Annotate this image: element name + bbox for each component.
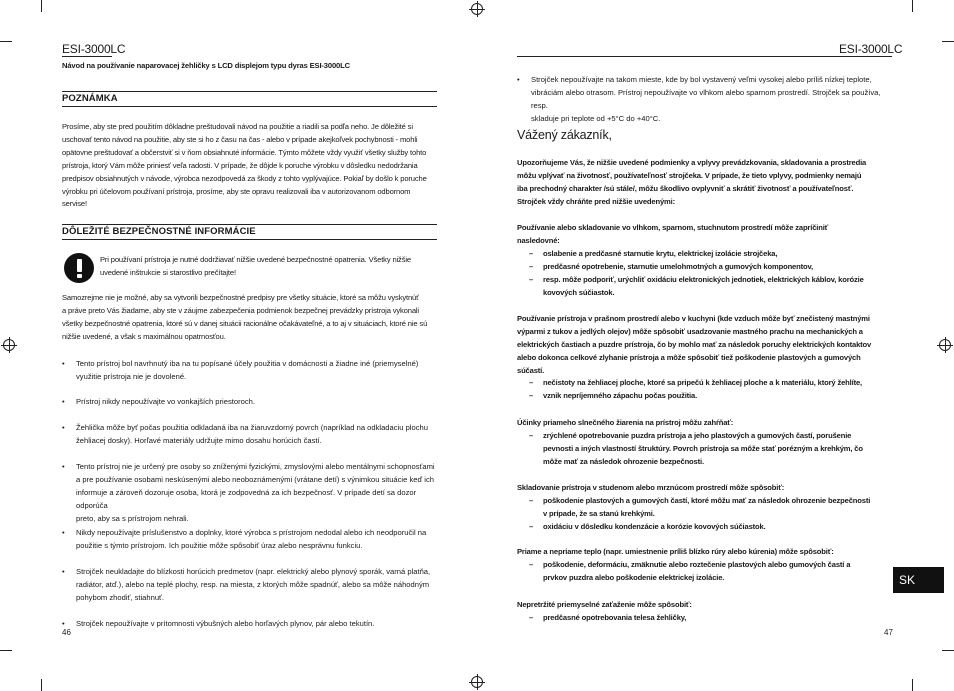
manual-subtitle: Návod na používanie naparovacej žehličky s LCD displejom typu dyras ESI-3000LC <box>62 61 350 70</box>
section-intro-line: elektrických častiach a puzdre prístroja, čo by mohlo mať za následok poruchy elektrických kontaktov <box>517 339 872 349</box>
bullet-icon: • <box>62 423 65 432</box>
crop-mark <box>912 0 913 12</box>
bullet-icon: • <box>62 528 65 537</box>
dash-icon: – <box>529 522 534 531</box>
note-line: výrobku pri účelovom používaní prístroja, prosíme, aby ste opravu realizovali iba v autorizovanom odbornom <box>62 186 411 196</box>
section-intro-line: Priame a nepriame teplo (napr. umiestnenie príliš blízko rúry alebo kúrenia) môže spôsobiť: <box>517 547 834 556</box>
registration-mark-icon <box>939 339 951 351</box>
section-intro-line: nasledovné: <box>517 235 560 245</box>
warning-line: uvedené inštrukcie si starostlivo prečítajte! <box>100 267 236 277</box>
load-intro <box>517 599 897 612</box>
warning-text <box>100 254 430 280</box>
section-intro-line: Nepretržité priemyselné zaťaženie môže spôsobiť: <box>517 600 692 609</box>
intro-line: a práve preto Vás žiadame, aby ste v záujme zabezpečenia podmienok bezpečnej prevádzky prístroja vykonali <box>62 305 419 315</box>
list-item-line: vznik nepríjemného zápachu počas použitia. <box>543 391 698 400</box>
heading-rule-top <box>62 224 437 225</box>
intro-line: všetky bezpečnostné opatrenia, ktoré sú v danej situácii racionálne očakávateľné, a to aj v situáciach, ktoré nie sú <box>62 318 428 328</box>
list-item-line: žehliacej dosky). Horľavé materiály udržujte mimo dosahu horúcich častí. <box>76 435 322 445</box>
bullet-icon: • <box>62 567 65 576</box>
heading-rule-bottom <box>62 106 437 107</box>
list-item-line: zrýchlené opotrebovanie puzdra prístroja a jeho plastových a gumových častí, porušenie <box>543 431 852 440</box>
attention-line: Strojček vždy chráňte pred nižšie uvedenými: <box>517 196 675 206</box>
crop-mark <box>942 41 954 42</box>
header-rule <box>62 56 112 57</box>
attention-paragraph <box>517 157 897 209</box>
warning-line: Pri používaní prístroja je nutné dodržiavať nižšie uvedené bezpečnostné opatrenia. Všetky nižšie <box>100 255 411 264</box>
intro-line: nižšie uvedené, a však s maximálnou opatrnosťou. <box>62 331 226 341</box>
section-intro-line: výparmi z tukov a jedlých olejov) môže spôsobiť usadzovanie mastného prachu na mechanických a <box>517 326 863 336</box>
dash-icon: – <box>529 496 534 505</box>
greeting: Vážený zákazník, <box>517 128 612 142</box>
note-line: predpisov obsiahnutých v návode, výrobca nezodpovedá za škody z tohto vyplývajúce. Pokiaľ by došlo k poruche <box>62 173 427 183</box>
bullet-icon: • <box>62 359 65 368</box>
list-item-line: kovových súčiastok. <box>543 287 615 297</box>
list-item-line: nečistoty na žehliacej ploche, ktoré sa pripečú k žehliacej ploche a k materiálu, ktorý žehlíte, <box>543 378 863 387</box>
note-heading: POZNÁMKA <box>62 93 118 104</box>
list-item-line: Strojček neukladajte do blízkosti horúcich predmetov (napr. elektrický alebo plynový sporák, varná platňa, <box>76 567 431 576</box>
list-item-line: oxidáciu v dôsledku kondenzácie a korózie kovových súčiastok. <box>543 522 766 531</box>
list-item-line: pohybom zhodiť, stiahnuť. <box>76 592 165 602</box>
page-number: 47 <box>884 628 893 637</box>
humid-intro <box>517 222 897 248</box>
note-line: prístroja, ktorý Vám môže priniesť veľa radosti. V prípade, že dôjde k poruche výrobku v dôsledku nedodržania <box>62 160 418 170</box>
dash-icon: – <box>529 249 534 258</box>
safety-heading: DÔLEŽITÉ BEZPEČNOSTNÉ INFORMÁCIE <box>62 226 256 237</box>
dash-icon: – <box>529 391 534 400</box>
attention-line: môžu vplývať na životnosť, používateľnosť strojčeka. V prípade, že tieto vplyvy, podmienky nemajú <box>517 170 862 180</box>
list-item-line: vibráciám alebo otrasom. Prístroj nepoužívajte vo vlhkom alebo sparnom prostredí. Strojček sa používa, resp. <box>531 87 881 110</box>
bullet-icon: • <box>517 75 520 84</box>
list-item-line: prvkov puzdra alebo poškodenie elektrickej izolácie. <box>543 572 725 582</box>
dash-icon: – <box>529 275 534 284</box>
attention-line: Upozorňujeme Vás, že nižšie uvedené podmienky a vplyvy prevádzkovania, skladovania a prostredia <box>517 158 867 167</box>
list-item-line: Strojček nepoužívajte v prítomnosti výbušných alebo horľavých plynov, pár alebo tekutín. <box>76 619 375 628</box>
heat-intro <box>517 546 897 559</box>
note-line: Prosíme, aby ste pred použitím dôkladne preštudovali návod na použitie a riadili sa podľa neho. Je dôležité si <box>62 122 413 131</box>
note-line: uschovať tento návod na použitie, aby ste si ho z času na čas - alebo v prípade akejkoľvek pochybnosti - mohli <box>62 134 418 144</box>
list-item-line: predčasné opotrebenie, starnutie umelohmotných a gumových komponentov, <box>543 262 813 271</box>
attention-line: iba prechodný charakter /sú stále/, môžu škodlivo ovplyvniť a skrátiť životnosť a používateľnosť. <box>517 183 854 193</box>
language-tab: SK <box>893 567 944 593</box>
list-item-line: Prístroj nikdy nepoužívajte vo vonkajších priestoroch. <box>76 397 255 406</box>
list-item-line: využitie prístroja nie je dovolené. <box>76 371 187 381</box>
section-intro-line: Účinky priameho slnečného žiarenia na prístroj môžu zahŕňať: <box>517 418 734 427</box>
list-item-line: preto, aby sa s prístrojom nehrali. <box>76 513 189 523</box>
heading-rule-bottom <box>62 239 437 240</box>
section-intro-line: Používanie alebo skladovanie vo vlhkom, sparnom, stuchnutom prostredí môže zapríčiniť <box>517 223 829 232</box>
header-rule <box>517 56 892 57</box>
intro-paragraph <box>62 292 442 344</box>
list-item-line: poškodenie plastových a gumových častí, ktoré môžu mať za následok ohrozenie bezpečnosti <box>543 496 871 505</box>
section-intro-line: súčastí. <box>517 365 545 375</box>
list-item-line: použitie s týmto prístrojom. Ich použitie môže spôsobiť úraz alebo nesprávnu funkciu. <box>76 540 363 550</box>
list-item-line: Strojček nepoužívajte na takom mieste, kde by bol vystavený veľmi vysokej alebo príliš nízkej teplote, <box>531 75 872 84</box>
list-item-line: informuje a zároveň dozoruje osoba, ktorá je zodpovedná za ich bezpečnosť. V prípade detí sa dozor odporúča <box>76 487 417 510</box>
list-item-line: pevnosti a iných vlastností štruktúry. Povrch prístroja sa môže stať porézným a krehkým, čo <box>543 443 863 453</box>
model-header: ESI-3000LC <box>839 42 903 56</box>
note-line: opätovne preštudovať a občerstviť si v ňom obsiahnuté informácie. Týmto môžete vždy využiť všetky služby tohto <box>62 147 427 157</box>
bullet-icon: • <box>62 397 65 406</box>
sun-intro <box>517 417 897 430</box>
list-item-line: Tento prístroj bol navrhnutý iba na tu popísané účely použitia v domácnosti a žiadne iné (priemyselné) <box>76 359 419 368</box>
dash-icon: – <box>529 613 534 622</box>
dash-icon: – <box>529 431 534 440</box>
model-header: ESI-3000LC <box>62 42 126 56</box>
list-item-line: oslabenie a predčasné starnutie krytu, elektrickej izolácie strojčeka, <box>543 249 778 258</box>
list-item-line: Nikdy nepoužívajte príslušenstvo a doplnky, ktoré výrobca s prístrojom nedodal alebo ich neodporučil na <box>76 528 427 537</box>
crop-mark <box>912 679 913 691</box>
page-number: 46 <box>62 628 71 637</box>
list-item-line: Tento prístroj nie je určený pre osoby so zníženými fyzickými, zmyslovými alebo mentálnymi schopnosťami <box>76 462 435 471</box>
note-paragraph <box>62 121 442 211</box>
bullet-icon: • <box>62 619 65 628</box>
note-line: servise! <box>62 199 87 209</box>
dash-icon: – <box>529 262 534 271</box>
list-item-line: skladuje pri teplote od +5°C do +40°C. <box>531 113 661 123</box>
bullet-icon: • <box>62 462 65 471</box>
list-item-line: resp. môže podporiť, urýchliť oxidáciu elektronických jednotiek, elektrických káblov, korózie <box>543 275 864 284</box>
list-item-line: v prípade, že sa stanú krehkými. <box>543 508 655 518</box>
section-intro-line: alebo dokonca celkové zlyhanie prístroja a môže spôsobiť tiež poškodenie plastových a gumových <box>517 352 861 362</box>
intro-line: Samozrejme nie je možné, aby sa vytvorili bezpečnostné predpisy pre všetky situácie, ktoré sa môžu vyskytnúť <box>62 293 419 302</box>
warning-exclamation-icon <box>64 253 94 283</box>
list-item-line: radiátor, atď.), alebo na teplé plochy, resp. na miesta, z ktorých môže spadnúť, alebo sa môže náhodným <box>76 579 430 589</box>
list-item-line: môže mať za následok ohrozenie bezpečnosti. <box>543 456 704 466</box>
list-item-line: predčasné opotrebovania telesa žehličky, <box>543 613 687 622</box>
cold-intro <box>517 482 897 495</box>
dash-icon: – <box>529 560 534 569</box>
list-item-line: poškodenie, deformáciu, zmäknutie alebo roztečenie plastových alebo gumových častí a <box>543 560 851 569</box>
dust-intro <box>517 313 897 378</box>
section-intro-line: Používanie prístroja v prašnom prostredí alebo v kuchyni (kde vzduch môže byť znečistený mastnými <box>517 314 870 323</box>
list-item-line: a pre používanie osobami neskúsenými alebo neoboznámenými (vrátane detí) s výnimkou situácie keď ich <box>76 474 434 484</box>
section-intro-line: Skladovanie prístroja v studenom alebo mrznúcom prostredí môže spôsobiť: <box>517 483 785 492</box>
heading-rule-top <box>62 91 437 92</box>
dash-icon: – <box>529 378 534 387</box>
list-item-line: Žehlička môže byť počas použitia odkladaná iba na žiaruvzdorný povrch (napríklad na odkladaciu plochu <box>76 423 428 432</box>
crop-mark <box>942 650 954 651</box>
